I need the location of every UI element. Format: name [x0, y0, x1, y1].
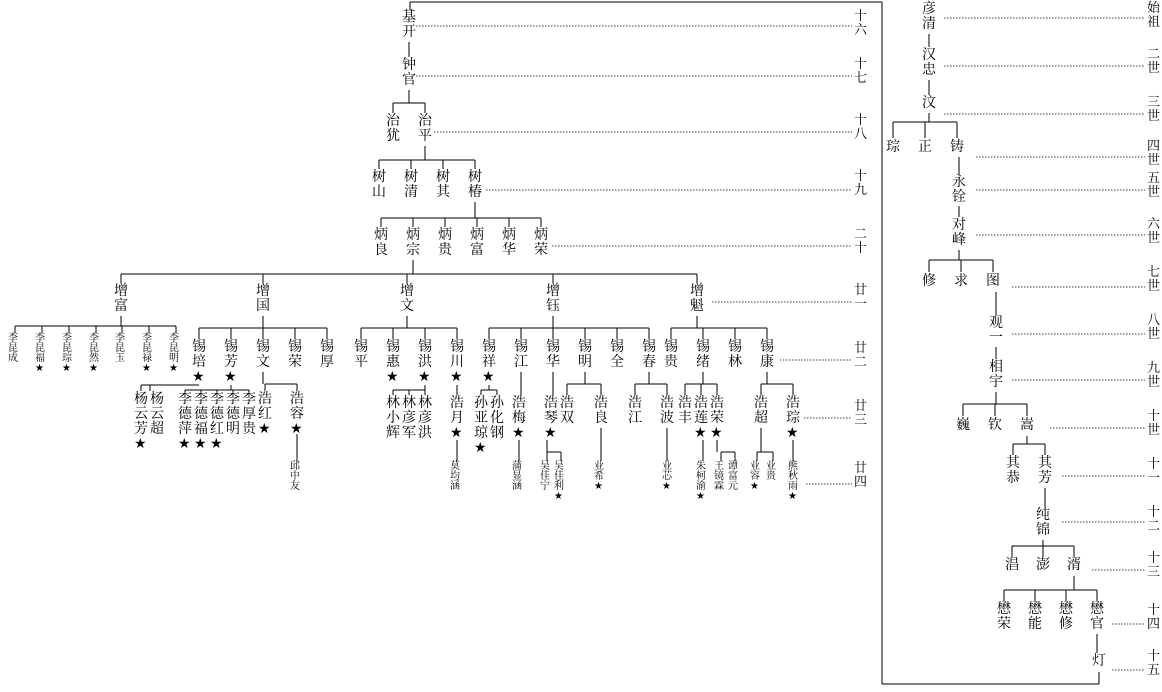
person-x-gui: 锡 贵 — [664, 339, 678, 370]
person-c-ldf: 李 德 福 ★ — [194, 391, 208, 452]
generation-label-g16: 十 六 — [854, 9, 868, 38]
person-x-wen: 锡 文 — [256, 339, 270, 370]
person-r-qin: 钦 — [988, 417, 1002, 433]
person-x-rong: 锡 荣 — [288, 339, 302, 370]
person-c-hqin: 浩 琴 ★ — [544, 395, 558, 441]
person-c-hhong: 浩 红 ★ — [258, 391, 272, 437]
person-c-ldp: 李 德 萍 ★ — [178, 391, 192, 452]
person-c-yyf: 杨 云 芳 ★ — [134, 391, 148, 452]
generation-label-g19: 十 九 — [854, 169, 868, 198]
person-shuqing: 树 清 — [404, 169, 418, 200]
person-bliang: 炳 良 — [374, 227, 388, 258]
person-lk-yu: 李 昆 玉 — [115, 333, 125, 364]
generation-label-g5: 五 世 — [1147, 171, 1161, 200]
person-zhongguan: 钟 官 — [402, 57, 416, 88]
person-r-peng: 澎 — [1036, 557, 1050, 573]
person-d-mjh: 莫 均 涵 — [450, 461, 460, 492]
person-x-xiang: 锡 祥 ★ — [482, 339, 496, 385]
person-d-ygui: 业 贵 — [766, 461, 776, 482]
person-x-jiang: 锡 江 — [514, 339, 528, 370]
generation-label-g13: 十 三 — [1147, 551, 1161, 580]
generation-label-g20: 二 十 — [854, 227, 868, 256]
person-d-yzy: 邱 中 友 — [290, 461, 300, 492]
person-r-mrong: 懋 荣 — [997, 601, 1011, 632]
person-shuqi: 树 其 — [436, 169, 450, 200]
person-r-tu: 图 — [986, 273, 1000, 289]
person-d-yx: 业 希 ★ — [594, 461, 604, 492]
person-c-hshuang: 浩 双 — [560, 395, 574, 426]
person-r-wen: 汶 — [922, 95, 936, 111]
person-zkui: 增 魁 — [690, 283, 704, 314]
person-bzong: 炳 宗 — [406, 227, 420, 258]
person-x-hong: 锡 洪 ★ — [418, 339, 432, 385]
generation-label-g21: 廿 一 — [854, 283, 868, 312]
person-c-hrong2: 浩 荣 ★ — [710, 395, 724, 441]
person-jikai: 基 开 — [402, 9, 416, 40]
person-r-yanqing: 彦 清 — [922, 1, 936, 32]
person-r-chang: 淐 — [1005, 557, 1019, 573]
person-c-lyh: 林 彦 洪 — [418, 395, 432, 441]
person-zhiping: 治 平 — [418, 113, 432, 144]
person-r-qifang: 其 芳 — [1038, 455, 1052, 486]
person-r-duifeng: 对 峰 — [952, 217, 966, 248]
person-c-hfeng: 浩 丰 — [678, 395, 692, 426]
generation-label-g10: 十 世 — [1147, 409, 1161, 438]
person-x-chun: 锡 春 — [642, 339, 656, 370]
person-d-tfy: 谭 富 元 — [728, 461, 738, 492]
generation-label-g1: 始 祖 — [1147, 1, 1161, 30]
person-r-mguan: 懋 官 — [1090, 601, 1104, 632]
person-lk-ming: 李 昆 明 ★ — [169, 333, 179, 374]
person-x-fang: 锡 芳 ★ — [224, 339, 238, 385]
person-x-kang: 锡 康 — [760, 339, 774, 370]
person-c-lyj: 林 彦 军 — [402, 395, 416, 441]
person-c-hlian: 浩 莲 ★ — [694, 395, 708, 441]
person-lk-ran: 李 昆 然 ★ — [89, 333, 99, 374]
person-lk-lu: 李 昆 禄 ★ — [142, 333, 152, 374]
generation-label-g17: 十 七 — [854, 57, 868, 86]
generation-label-g4: 四 世 — [1147, 139, 1161, 168]
person-c-hjiang: 浩 江 — [628, 395, 642, 426]
person-lk-cheng: 李 昆 成 — [8, 333, 18, 364]
generation-label-g8: 八 世 — [1147, 313, 1161, 342]
person-zyu: 增 钰 — [546, 283, 560, 314]
person-r-mneng: 懋 能 — [1028, 601, 1042, 632]
person-c-hyue: 浩 月 ★ — [450, 395, 464, 441]
person-r-deng: 灯 — [1092, 653, 1106, 669]
generation-label-g3: 三 世 — [1147, 95, 1161, 124]
person-r-xiu: 修 — [922, 273, 936, 289]
person-r-qiu: 求 — [954, 273, 968, 289]
person-x-lin: 锡 林 — [728, 339, 742, 370]
person-c-ldh: 李 德 红 ★ — [210, 391, 224, 452]
person-r-qitai: 其 恭 — [1006, 455, 1020, 486]
person-r-hanzhong: 汉 忠 — [922, 47, 936, 78]
person-x-hua: 锡 华 — [546, 339, 560, 370]
person-c-hbo: 浩 波 — [660, 395, 674, 426]
generation-label-g9: 九 世 — [1147, 361, 1161, 390]
person-r-xiangyu: 相 宇 — [989, 359, 1003, 390]
person-bgui: 炳 贵 — [438, 227, 452, 258]
person-d-zky: 朱 柯 渝 ★ — [696, 461, 706, 502]
person-c-sy: 孙 亚 琼 ★ — [474, 395, 488, 456]
generation-label-g2: 二 世 — [1147, 47, 1161, 76]
person-c-ldm: 李 德 明 — [226, 391, 240, 437]
person-c-yyc: 杨 云 超 — [150, 391, 164, 437]
person-r-zheng: 正 — [918, 139, 932, 155]
person-zfu: 增 富 — [114, 283, 128, 314]
person-x-xu: 锡 绪 — [696, 339, 710, 370]
person-d-yxin: 业 芯 ★ — [662, 461, 672, 492]
person-c-hcong: 浩 琮 ★ — [786, 395, 800, 441]
generation-label-g12: 十 二 — [1147, 505, 1161, 534]
person-shuchun: 树 椿 — [468, 169, 482, 200]
person-bfu: 炳 富 — [470, 227, 484, 258]
generation-label-g18: 十 八 — [854, 113, 868, 142]
generation-label-g14: 十 四 — [1147, 603, 1161, 632]
person-r-mxiu: 懋 修 — [1059, 601, 1073, 632]
person-brong: 炳 荣 — [534, 227, 548, 258]
person-r-xu: 湑 — [1067, 557, 1081, 573]
person-x-ping: 锡 平 — [354, 339, 368, 370]
person-c-lhg: 李 厚 贵 — [242, 391, 256, 437]
person-r-zhu: 铸 — [950, 139, 964, 155]
person-r-wei: 巍 — [956, 417, 970, 433]
person-r-cong: 琮 — [886, 139, 900, 155]
person-c-hrong: 浩 容 ★ — [290, 391, 304, 437]
person-c-hliang: 浩 良 — [594, 395, 608, 426]
generation-label-g6: 六 世 — [1147, 217, 1161, 246]
person-x-hui: 锡 惠 ★ — [386, 339, 400, 385]
person-r-song: 嵩 — [1020, 417, 1034, 433]
person-shushan: 树 山 — [372, 169, 386, 200]
person-r-yongquan: 永 铨 — [952, 174, 966, 205]
generation-label-g22: 廿 二 — [854, 341, 868, 370]
generation-label-g15: 十 五 — [1147, 649, 1161, 678]
generation-label-g7: 七 世 — [1147, 265, 1161, 294]
person-d-pyh: 蒲 显 涵 — [512, 461, 522, 492]
person-x-pei: 锡 培 ★ — [192, 339, 206, 385]
person-d-wjl2: 王 镜 霖 — [714, 461, 724, 492]
person-d-wjn: 吴 佳 宁 — [540, 461, 550, 492]
person-d-xqy: 熊 秋 雨 ★ — [788, 461, 798, 502]
person-bhua: 炳 华 — [502, 227, 516, 258]
person-c-shg: 孙 化 钢 — [490, 395, 504, 441]
person-c-hmei: 浩 梅 ★ — [512, 395, 526, 441]
person-zhiyou: 治 犹 — [386, 113, 400, 144]
generation-label-g11: 十 一 — [1147, 457, 1161, 486]
person-lk-cong: 李 昆 琮 ★ — [62, 333, 72, 374]
person-r-chunjin: 纯 锦 — [1036, 507, 1050, 538]
generation-label-g24: 廿 四 — [854, 461, 868, 490]
person-c-lxh: 林 小 辉 — [386, 395, 400, 441]
person-x-ming: 锡 明 — [578, 339, 592, 370]
person-zguo: 增 国 — [256, 283, 270, 314]
person-x-quan: 锡 全 — [610, 339, 624, 370]
person-c-hchao: 浩 超 — [754, 395, 768, 426]
person-zwen: 增 文 — [400, 283, 414, 314]
person-x-hou: 锡 厚 — [320, 339, 334, 370]
person-r-guanyi: 观 一 — [989, 315, 1003, 346]
person-d-yrong: 业 容 ★ — [750, 461, 760, 492]
person-d-wjl: 吴 佳 利 ★ — [554, 461, 564, 502]
person-x-chuan: 锡 川 ★ — [450, 339, 464, 385]
generation-label-g23: 廿 三 — [854, 399, 868, 428]
person-lk-fu: 李 昆 福 ★ — [35, 333, 45, 374]
